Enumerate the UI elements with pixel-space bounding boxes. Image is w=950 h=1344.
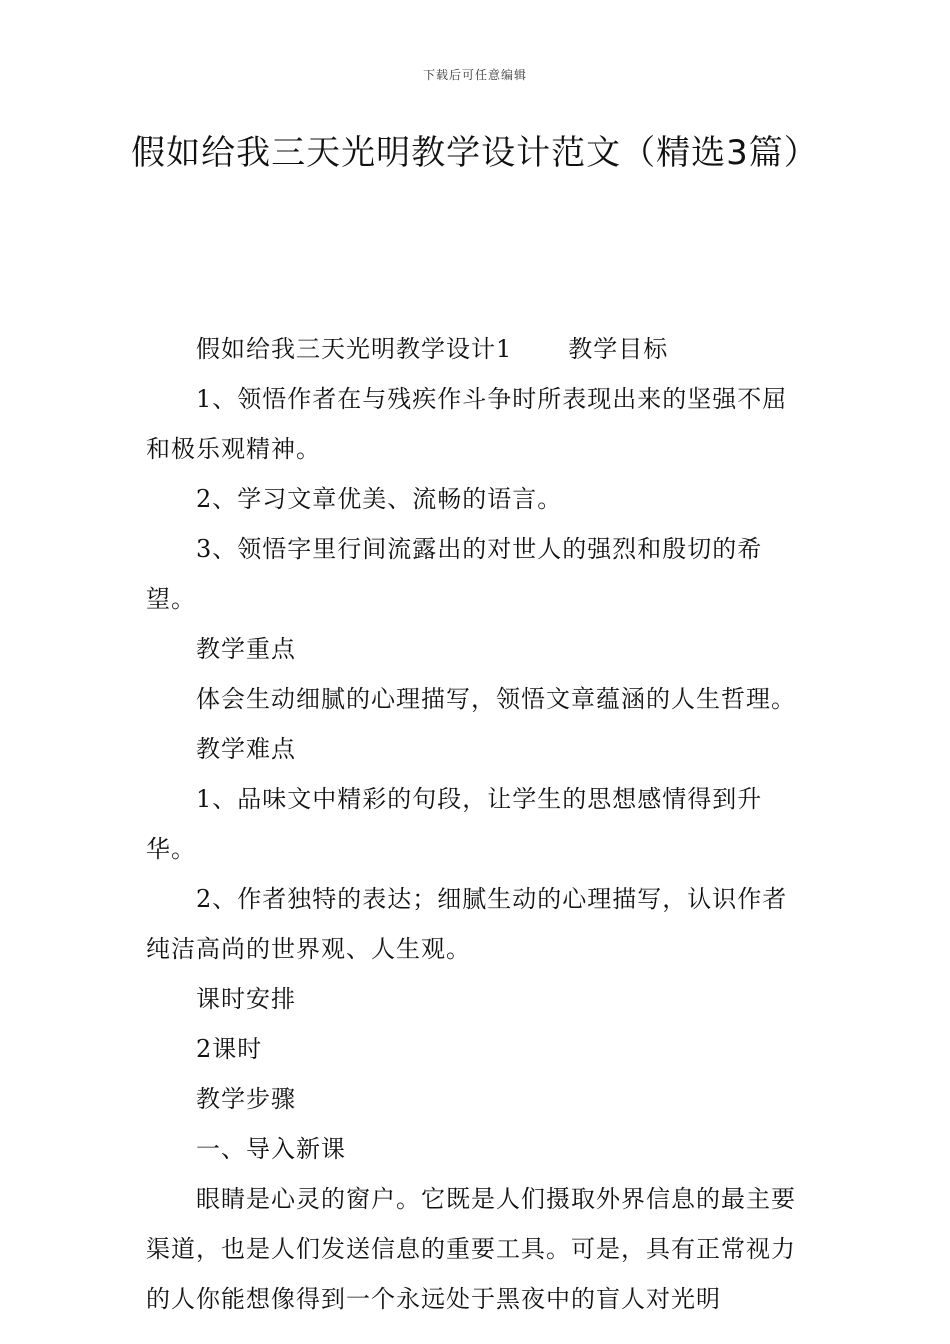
goal-item-3: 3、领悟字里行间流露出的对世人的强烈和殷切的希望。 — [146, 535, 763, 613]
section-heading-line — [146, 324, 806, 374]
difficult-point-2: 2、作者独特的表达；细腻生动的心理描写，认识作者纯洁高尚的世界观、人生观。 — [146, 885, 788, 963]
section-heading: 假如给我三天光明教学设计1 — [196, 335, 513, 363]
goal-item-2: 2、学习文章优美、流畅的语言。 — [196, 485, 563, 513]
goals-heading: 教学目标 — [568, 335, 669, 363]
schedule-heading: 课时安排 — [196, 985, 296, 1013]
schedule-text: 2课时 — [196, 1035, 263, 1063]
document-title: 假如给我三天光明教学设计范文（精选3篇） — [131, 133, 819, 173]
header-note: 下载后可任意编辑 — [422, 68, 527, 82]
goal-item-1: 1、领悟作者在与残疾作斗争时所表现出来的坚强不屈和极乐观精神。 — [146, 385, 788, 463]
difficult-points-heading: 教学难点 — [196, 735, 296, 763]
key-points-heading: 教学重点 — [196, 635, 296, 663]
document-body — [146, 324, 806, 1324]
steps-heading: 教学步骤 — [196, 1085, 296, 1113]
step-1-heading: 一、导入新课 — [196, 1135, 346, 1163]
difficult-point-1: 1、品味文中精彩的句段，让学生的思想感情得到升华。 — [146, 785, 763, 863]
step-1-paragraph: 眼睛是心灵的窗户。它既是人们摄取外界信息的最主要渠道，也是人们发送信息的重要工具。可是，具有正常视力的人你能想像得到一个永远处于黑夜中的盲人对光明 — [146, 1185, 796, 1313]
key-points-text: 体会生动细腻的心理描写，领悟文章蕴涵的人生哲理。 — [196, 685, 796, 713]
